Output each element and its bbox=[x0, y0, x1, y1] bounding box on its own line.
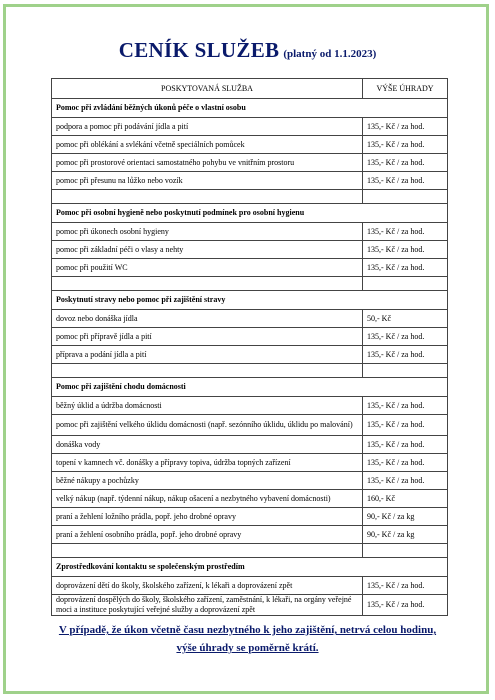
footer-note bbox=[0, 621, 495, 657]
service-price: 135,- Kč / za hod. bbox=[363, 436, 448, 454]
table-row bbox=[52, 577, 448, 595]
service-name: donáška vody bbox=[52, 436, 363, 454]
service-price: 160,- Kč bbox=[363, 490, 448, 508]
spacer-cell bbox=[363, 277, 448, 291]
service-price: 90,- Kč / za kg bbox=[363, 508, 448, 526]
service-name: pomoc při oblékání a svlékání včetně speciálních pomůcek bbox=[52, 136, 363, 154]
table-row bbox=[52, 241, 448, 259]
section-heading-row bbox=[52, 99, 448, 118]
section-heading: Pomoc při zajištění chodu domácnosti bbox=[52, 378, 448, 397]
service-price: 135,- Kč / za hod. bbox=[363, 259, 448, 277]
table-row bbox=[52, 154, 448, 172]
service-name: pomoc při úkonech osobní hygieny bbox=[52, 223, 363, 241]
table-row bbox=[52, 508, 448, 526]
table-row bbox=[52, 490, 448, 508]
table-row bbox=[52, 415, 448, 436]
note-line-2: výše úhrady se poměrně krátí. bbox=[176, 642, 319, 654]
section-spacer-row bbox=[52, 544, 448, 558]
spacer-cell bbox=[52, 364, 363, 378]
table-row bbox=[52, 172, 448, 190]
service-price: 135,- Kč / za hod. bbox=[363, 172, 448, 190]
section-heading-row bbox=[52, 204, 448, 223]
service-price: 135,- Kč / za hod. bbox=[363, 241, 448, 259]
spacer-cell bbox=[52, 190, 363, 204]
service-price: 135,- Kč / za hod. bbox=[363, 595, 448, 616]
service-price: 90,- Kč / za kg bbox=[363, 526, 448, 544]
table-row bbox=[52, 259, 448, 277]
service-name: praní a žehlení osobního prádla, popř. jeho drobné opravy bbox=[52, 526, 363, 544]
table-row bbox=[52, 454, 448, 472]
service-name: pomoc při základní péči o vlasy a nehty bbox=[52, 241, 363, 259]
table-row bbox=[52, 472, 448, 490]
table-row bbox=[52, 436, 448, 454]
service-price: 135,- Kč / za hod. bbox=[363, 328, 448, 346]
service-name: pomoc při přípravě jídla a pití bbox=[52, 328, 363, 346]
section-heading-row bbox=[52, 378, 448, 397]
spacer-cell bbox=[363, 190, 448, 204]
service-price: 135,- Kč / za hod. bbox=[363, 136, 448, 154]
spacer-cell bbox=[363, 364, 448, 378]
service-price: 135,- Kč / za hod. bbox=[363, 454, 448, 472]
section-heading: Pomoc při zvládání běžných úkonů péče o vlastní osobu bbox=[52, 99, 448, 118]
service-price: 50,- Kč bbox=[363, 310, 448, 328]
service-name: běžné nákupy a pochůzky bbox=[52, 472, 363, 490]
service-name: pomoc při použití WC bbox=[52, 259, 363, 277]
header-service: POSKYTOVANÁ SLUŽBA bbox=[52, 79, 363, 99]
service-name: doprovázení dospělých do školy, školského zařízení, zaměstnání, k lékaři, na orgány veřejné moci a instituce poskytující veřejné služby a doprovázení zpět bbox=[52, 595, 363, 616]
service-name: příprava a podání jídla a pití bbox=[52, 346, 363, 364]
section-spacer-row bbox=[52, 190, 448, 204]
section-heading: Pomoc při osobní hygieně nebo poskytnutí podmínek pro osobní hygienu bbox=[52, 204, 448, 223]
header-price: VÝŠE ÚHRADY bbox=[363, 79, 448, 99]
service-price: 135,- Kč / za hod. bbox=[363, 397, 448, 415]
table-row bbox=[52, 328, 448, 346]
note-line-1: V případě, že úkon včetně času nezbytného k jeho zajištění, netrvá celou hodinu, bbox=[58, 624, 437, 636]
service-price: 135,- Kč / za hod. bbox=[363, 154, 448, 172]
service-name: dovoz nebo donáška jídla bbox=[52, 310, 363, 328]
table-row bbox=[52, 526, 448, 544]
table-row bbox=[52, 136, 448, 154]
table-row bbox=[52, 595, 448, 616]
service-name: praní a žehlení ložního prádla, popř. jeho drobné opravy bbox=[52, 508, 363, 526]
service-name: pomoc při zajištění velkého úklidu domácnosti (např. sezónního úklidu, úklidu po malování) bbox=[52, 415, 363, 436]
section-heading: Zprostředkování kontaktu se společenským prostředím bbox=[52, 558, 448, 577]
service-price: 135,- Kč / za hod. bbox=[363, 118, 448, 136]
service-price: 135,- Kč / za hod. bbox=[363, 346, 448, 364]
section-heading-row bbox=[52, 291, 448, 310]
table-header-row bbox=[52, 79, 448, 99]
table-row bbox=[52, 118, 448, 136]
spacer-cell bbox=[52, 544, 363, 558]
section-spacer-row bbox=[52, 364, 448, 378]
service-price: 135,- Kč / za hod. bbox=[363, 472, 448, 490]
table-body bbox=[52, 99, 448, 616]
service-name: běžný úklid a údržba domácnosti bbox=[52, 397, 363, 415]
section-heading: Poskytnutí stravy nebo pomoc při zajištění stravy bbox=[52, 291, 448, 310]
spacer-cell bbox=[52, 277, 363, 291]
service-name: doprovázení dětí do školy, školského zařízení, k lékaři a doprovázení zpět bbox=[52, 577, 363, 595]
price-table bbox=[51, 78, 448, 616]
service-name: pomoc při přesunu na lůžko nebo vozík bbox=[52, 172, 363, 190]
service-price: 135,- Kč / za hod. bbox=[363, 415, 448, 436]
table-row bbox=[52, 310, 448, 328]
table-row bbox=[52, 346, 448, 364]
section-spacer-row bbox=[52, 277, 448, 291]
page-title bbox=[0, 38, 495, 63]
title-validity: (platný od 1.1.2023) bbox=[283, 48, 377, 60]
service-price: 135,- Kč / za hod. bbox=[363, 577, 448, 595]
service-name: podpora a pomoc při podávání jídla a pití bbox=[52, 118, 363, 136]
table-row bbox=[52, 223, 448, 241]
spacer-cell bbox=[363, 544, 448, 558]
service-name: pomoc při prostorové orientaci samostatného pohybu ve vnitřním prostoru bbox=[52, 154, 363, 172]
service-price: 135,- Kč / za hod. bbox=[363, 223, 448, 241]
title-main: CENÍK SLUŽEB bbox=[118, 38, 280, 62]
service-name: topení v kamnech vč. donášky a přípravy topiva, údržba topných zařízení bbox=[52, 454, 363, 472]
table-row bbox=[52, 397, 448, 415]
section-heading-row bbox=[52, 558, 448, 577]
service-name: velký nákup (např. týdenní nákup, nákup ošacení a nezbytného vybavení domácnosti) bbox=[52, 490, 363, 508]
